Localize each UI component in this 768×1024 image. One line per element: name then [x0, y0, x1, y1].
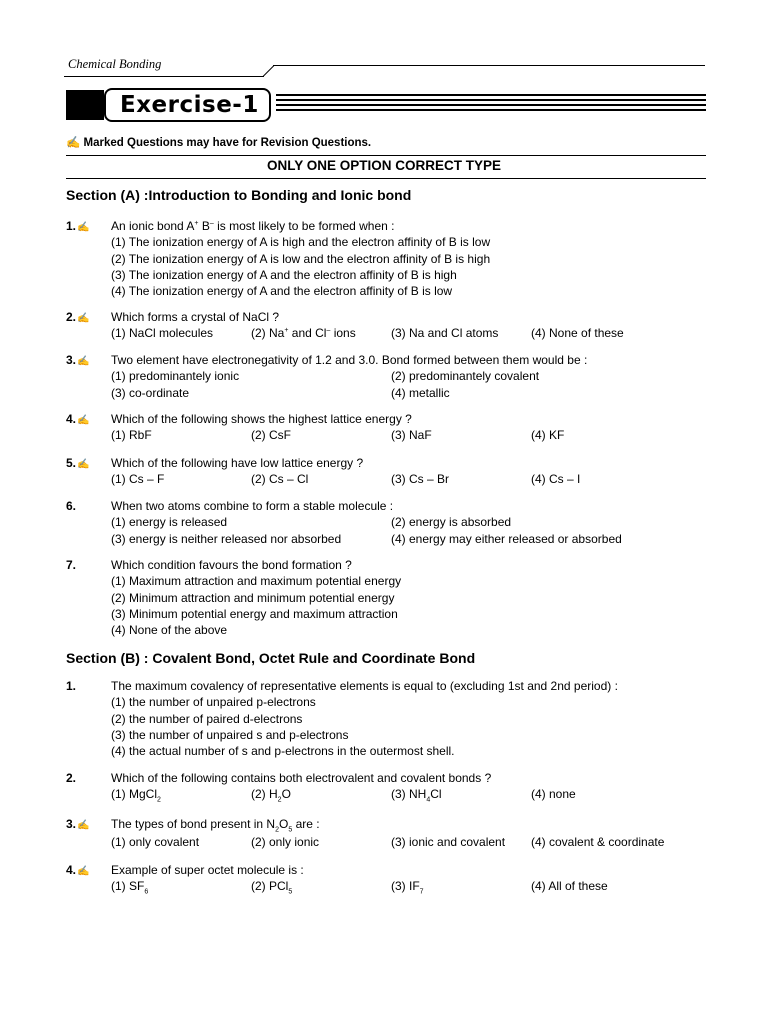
running-title: Chemical Bonding — [68, 57, 162, 71]
question-a2: 2.✍ Which forms a crystal of NaCl ? (1) NaCl molecules (2) Na+ and Cl– ions (3) Na and Cl atoms (4) None of these — [66, 309, 706, 342]
pen-icon: ✍ — [77, 415, 90, 426]
option: (1) predominantely ionic — [111, 369, 240, 384]
question-a4: 4.✍ Which of the following shows the highest lattice energy ? (1) RbF (2) CsF (3) NaF (4) KF — [66, 411, 706, 444]
option: (2) energy is absorbed — [391, 515, 512, 530]
question-b4: 4.✍ Example of super octet molecule is : (1) $SF_6$ (2) PCl$_5$ (3) $IF_7$ (4) All of these — [66, 862, 706, 895]
option: (2) CsF — [251, 428, 291, 443]
question-a5: 5.✍ Which of the following have low lattice energy ? (1) Cs – F (2) Cs – Cl (3) Cs – Br (4) Cs – I — [66, 455, 706, 488]
section-b-title: Section (B) : Covalent Bond, Octet Rule and Coordinate Bond — [66, 650, 476, 666]
rule — [66, 178, 706, 179]
pen-icon: ✍ — [77, 459, 90, 470]
exercise-banner-stripes — [276, 94, 706, 116]
option: (4) the actual number of s and p-electrons in the outermost shell. — [111, 744, 455, 759]
option: (4) Cs – I — [531, 472, 581, 487]
option: (4) The ionization energy of A and the electron affinity of B is low — [111, 284, 453, 299]
option: (2) The ionization energy of A is low and the electron affinity of B is high — [111, 251, 491, 266]
option: (3) $IF_7$ — [391, 879, 424, 896]
option: (3) $NH_4Cl$ — [391, 787, 442, 804]
option: (1) only covalent — [111, 835, 200, 850]
option: (3) the number of unpaired s and p-electrons — [111, 727, 349, 742]
option: (3) energy is neither released nor absorbed — [111, 531, 342, 546]
option: (3) co-ordinate — [111, 385, 190, 400]
option: (1) NaCl molecules — [111, 326, 214, 341]
marked-note: ✍ Marked Questions may have for Revision Questions. — [66, 137, 372, 149]
option: (2) the number of paired d-electrons — [111, 711, 303, 726]
option: (3) NaF — [391, 428, 432, 443]
option: (3) ionic and covalent — [391, 835, 506, 850]
option: (4) metallic — [391, 385, 450, 400]
option: (2) PCl$_5$ — [251, 879, 293, 896]
question-b2: 2. Which of the following contains both electrovalent and covalent bonds ? (1) MgCl$_2$ (2) $H_2O$ (3) $NH_4Cl$ (4) none — [66, 770, 706, 803]
option: (3) Na and Cl atoms — [391, 326, 499, 341]
option: (2) predominantely covalent — [391, 369, 540, 384]
pen-icon: ✍ — [77, 866, 90, 877]
option: (1) Maximum attraction and maximum potential energy — [111, 574, 402, 589]
option: (4) none — [531, 787, 576, 802]
option: (4) None of these — [531, 326, 624, 341]
type-heading: ONLY ONE OPTION CORRECT TYPE — [266, 158, 502, 173]
header-rule-left — [64, 76, 264, 77]
option: (4) covalent & coordinate — [531, 835, 665, 850]
option: (3) The ionization energy of A and the electron affinity of B is high — [111, 267, 457, 282]
pen-icon: ✍ — [77, 222, 90, 233]
option: (1) Cs – F — [111, 472, 165, 487]
option: (2) Minimum attraction and minimum potential energy — [111, 590, 395, 605]
option: (2) Na+ and Cl– ions — [251, 326, 356, 341]
option: (2) Cs – Cl — [251, 472, 309, 487]
question-b1: 1. The maximum covalency of representative elements is equal to (excluding 1st and 2nd period) : (1) the number of unpaired p-electrons (2) the number of paired d-electrons (3) the number of unpaired s and p-electrons (4) the actual number of s and p-electrons in the outermost shell. — [66, 678, 706, 759]
option: (2) $H_2O$ — [251, 787, 291, 804]
option: (3) Minimum potential energy and maximum attraction — [111, 606, 398, 621]
option: (1) the number of unpaired p-electrons — [111, 695, 316, 710]
section-a-title: Section (A) :Introduction to Bonding and Ionic bond — [66, 187, 412, 203]
option: (1) energy is released — [111, 515, 228, 530]
pen-icon: ✍ — [77, 313, 90, 324]
question-a7: 7. Which condition favours the bond formation ? (1) Maximum attraction and maximum potential energy (2) Minimum attraction and minimum potential energy (3) Minimum potential energy and maximum attraction (4) None of the above — [66, 557, 706, 638]
option: (4) KF — [531, 428, 565, 443]
option: (4) All of these — [531, 879, 608, 894]
rule — [66, 155, 706, 156]
exercise-banner-block — [66, 90, 104, 120]
option: (1) RbF — [111, 428, 152, 443]
option: (1) MgCl$_2$ — [111, 787, 161, 804]
option: (4) energy may either released or absorbed — [391, 531, 622, 546]
option: (3) Cs – Br — [391, 472, 450, 487]
pen-icon: ✍ — [66, 137, 81, 149]
exercise-title: Exercise-1 — [104, 88, 271, 122]
option: (1) The ionization energy of A is high and the electron affinity of B is low — [111, 235, 491, 250]
question-b3: 3.✍ The types of bond present in $N_2O_5$ are : (1) only covalent (2) only ionic (3) ionic and covalent (4) covalent & coordinate — [66, 816, 706, 851]
pen-icon: ✍ — [77, 820, 90, 831]
question-a6: 6. When two atoms combine to form a stable molecule : (1) energy is released (2) energy is absorbed (3) energy is neither released nor absorbed (4) energy may either released or absorbed — [66, 498, 706, 547]
option: (4) None of the above — [111, 623, 228, 638]
option: (1) $SF_6$ — [111, 879, 149, 896]
question-a1: 1.✍ An ionic bond A+ B– is most likely to be formed when : (1) The ionization energy of A is high and the electron affinity of B is low (2) The ionization energy of A is low and the electron affinity of B is high (3) The ionization energy of A and the electron affinity of B is high (4) The ionization energy of A and the electron affinity of B is low — [66, 218, 706, 299]
header-rule-right — [273, 65, 705, 66]
question-a3: 3.✍ Two element have electronegativity of 1.2 and 3.0. Bond formed between them would be : (1) predominantely ionic (2) predominantely covalent (3) co-ordinate (4) metallic — [66, 352, 706, 401]
pen-icon: ✍ — [77, 356, 90, 367]
header-rule-diagonal — [262, 64, 276, 78]
option: (2) only ionic — [251, 835, 320, 850]
